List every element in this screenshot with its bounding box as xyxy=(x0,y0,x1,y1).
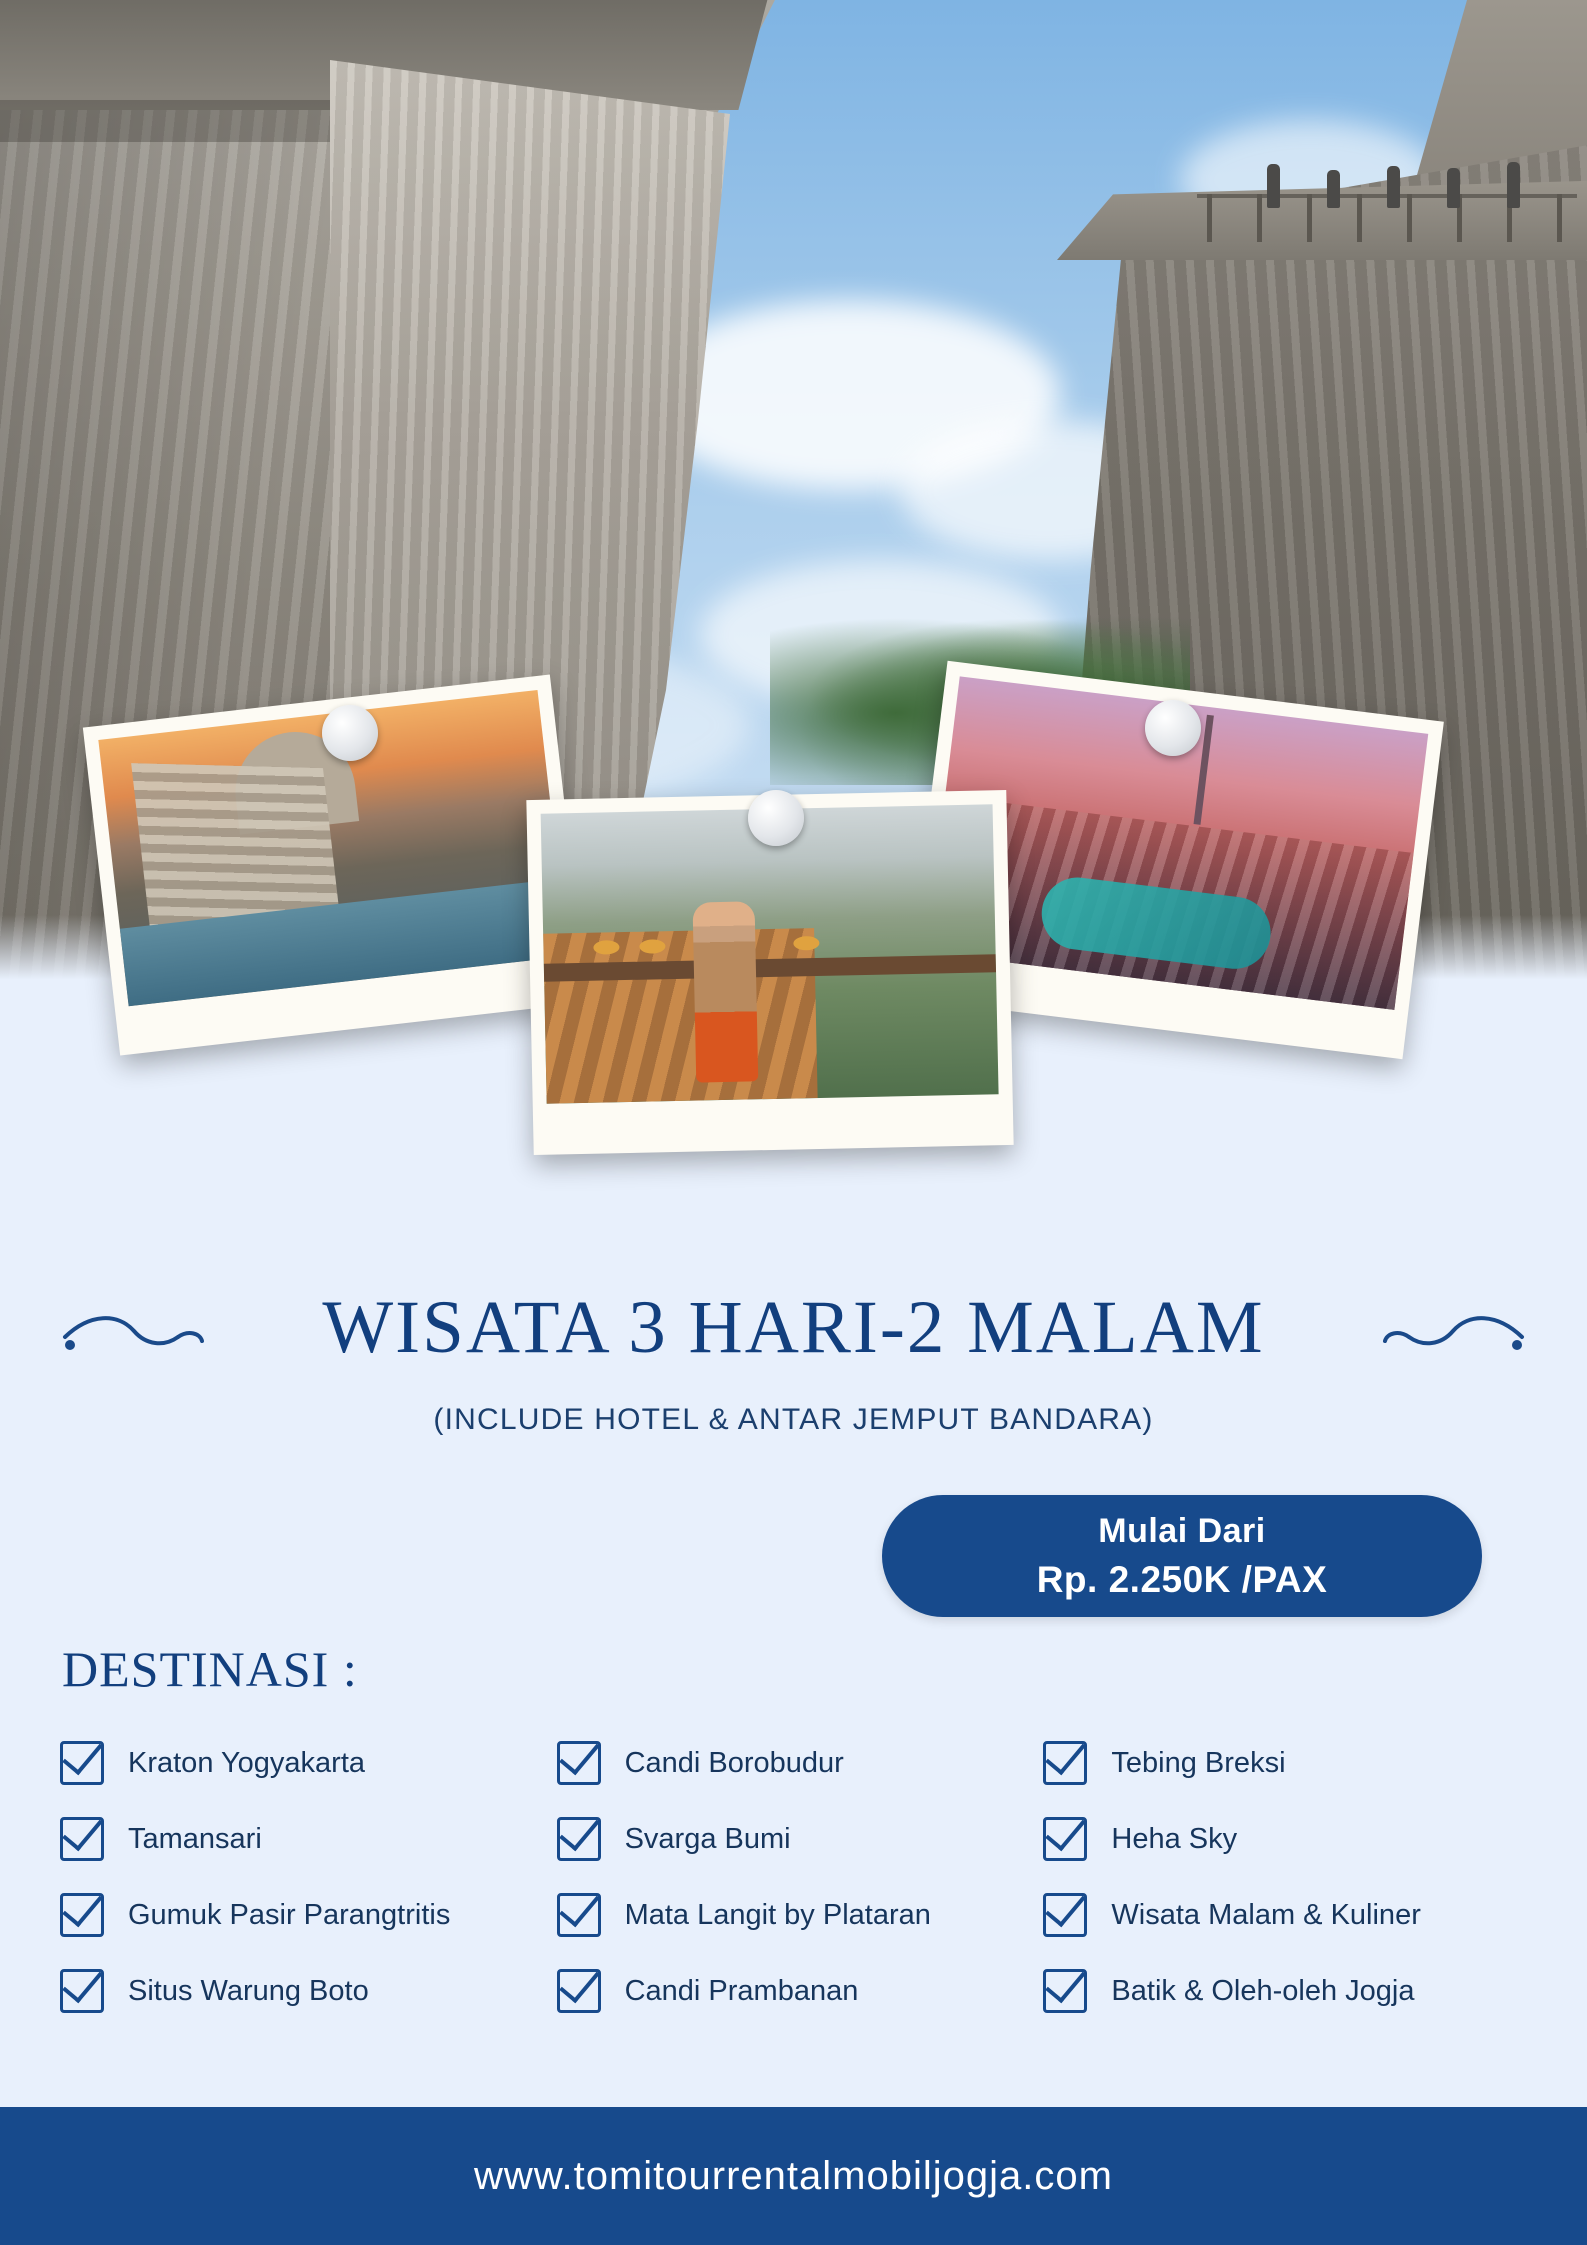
visitor-figure xyxy=(1447,168,1460,208)
list-item-label: Heha Sky xyxy=(1111,1822,1238,1855)
list-item-label: Tebing Breksi xyxy=(1111,1746,1286,1779)
checkbox-icon xyxy=(557,1817,601,1861)
checkbox-icon xyxy=(1043,1969,1087,2013)
pin-icon xyxy=(322,705,378,761)
list-item-label: Kraton Yogyakarta xyxy=(128,1746,366,1779)
list-item xyxy=(1043,1953,1540,2029)
price-badge xyxy=(882,1495,1482,1617)
footer-bar xyxy=(0,2107,1587,2245)
list-item xyxy=(1043,1725,1540,1801)
list-item xyxy=(557,1725,1044,1801)
destinations-column-2 xyxy=(557,1725,1044,2029)
destinations-grid xyxy=(60,1725,1540,2029)
list-item-label: Svarga Bumi xyxy=(624,1822,791,1855)
bar-stool xyxy=(793,936,819,951)
list-item xyxy=(557,1953,1044,2029)
checkbox-icon xyxy=(1043,1741,1087,1785)
price-prefix: Mulai Dari xyxy=(1098,1511,1266,1550)
flourish-right-icon xyxy=(1377,1305,1527,1365)
list-item-label: Batik & Oleh-oleh Jogja xyxy=(1111,1974,1415,2007)
checkbox-icon xyxy=(60,1893,104,1937)
flourish-left-icon xyxy=(60,1305,210,1365)
checkbox-icon xyxy=(557,1893,601,1937)
list-item xyxy=(557,1801,1044,1877)
price-amount: Rp. 2.250K /PAX xyxy=(1036,1558,1328,1600)
destinations-heading: DESTINASI : xyxy=(62,1641,358,1697)
destinations-column-3 xyxy=(1043,1725,1540,2029)
list-item xyxy=(60,1953,557,2029)
checkbox-icon xyxy=(1043,1893,1087,1937)
checkbox-icon xyxy=(60,1741,104,1785)
checkbox-icon xyxy=(557,1969,601,2013)
list-item xyxy=(1043,1801,1540,1877)
pin-icon xyxy=(1145,700,1201,756)
list-item-label: Situs Warung Boto xyxy=(128,1974,369,2007)
list-item-label: Tamansari xyxy=(128,1822,262,1855)
cliff-railing xyxy=(1197,186,1577,242)
visitor-figure xyxy=(1387,166,1400,208)
pin-icon xyxy=(748,790,804,846)
checkbox-icon xyxy=(1043,1817,1087,1861)
list-item-label: Gumuk Pasir Parangtritis xyxy=(128,1898,451,1931)
checkbox-icon xyxy=(557,1741,601,1785)
list-item-label: Wisata Malam & Kuliner xyxy=(1111,1898,1421,1931)
list-item xyxy=(557,1877,1044,1953)
destinations-column-1 xyxy=(60,1725,557,2029)
list-item-label: Mata Langit by Plataran xyxy=(624,1898,931,1931)
checkbox-icon xyxy=(60,1969,104,2013)
list-item-label: Candi Prambanan xyxy=(624,1974,859,2007)
visitor-figure xyxy=(1507,162,1520,208)
checkbox-icon xyxy=(60,1817,104,1861)
list-item xyxy=(60,1725,557,1801)
list-item xyxy=(1043,1877,1540,1953)
page-subtitle: (INCLUDE HOTEL & ANTAR JEMPUT BANDARA) xyxy=(433,1403,1154,1436)
website-link[interactable]: www.tomitourrentalmobiljogja.com xyxy=(474,2153,1113,2198)
visitor-figure xyxy=(1327,170,1340,208)
list-item xyxy=(60,1801,557,1877)
poster-content xyxy=(0,985,1587,2007)
list-item-label: Candi Borobudur xyxy=(624,1746,844,1779)
title-block xyxy=(0,1285,1587,1437)
visitor-figure xyxy=(1267,164,1280,208)
list-item xyxy=(60,1877,557,1953)
page-title: WISATA 3 HARI-2 MALAM xyxy=(322,1286,1265,1369)
